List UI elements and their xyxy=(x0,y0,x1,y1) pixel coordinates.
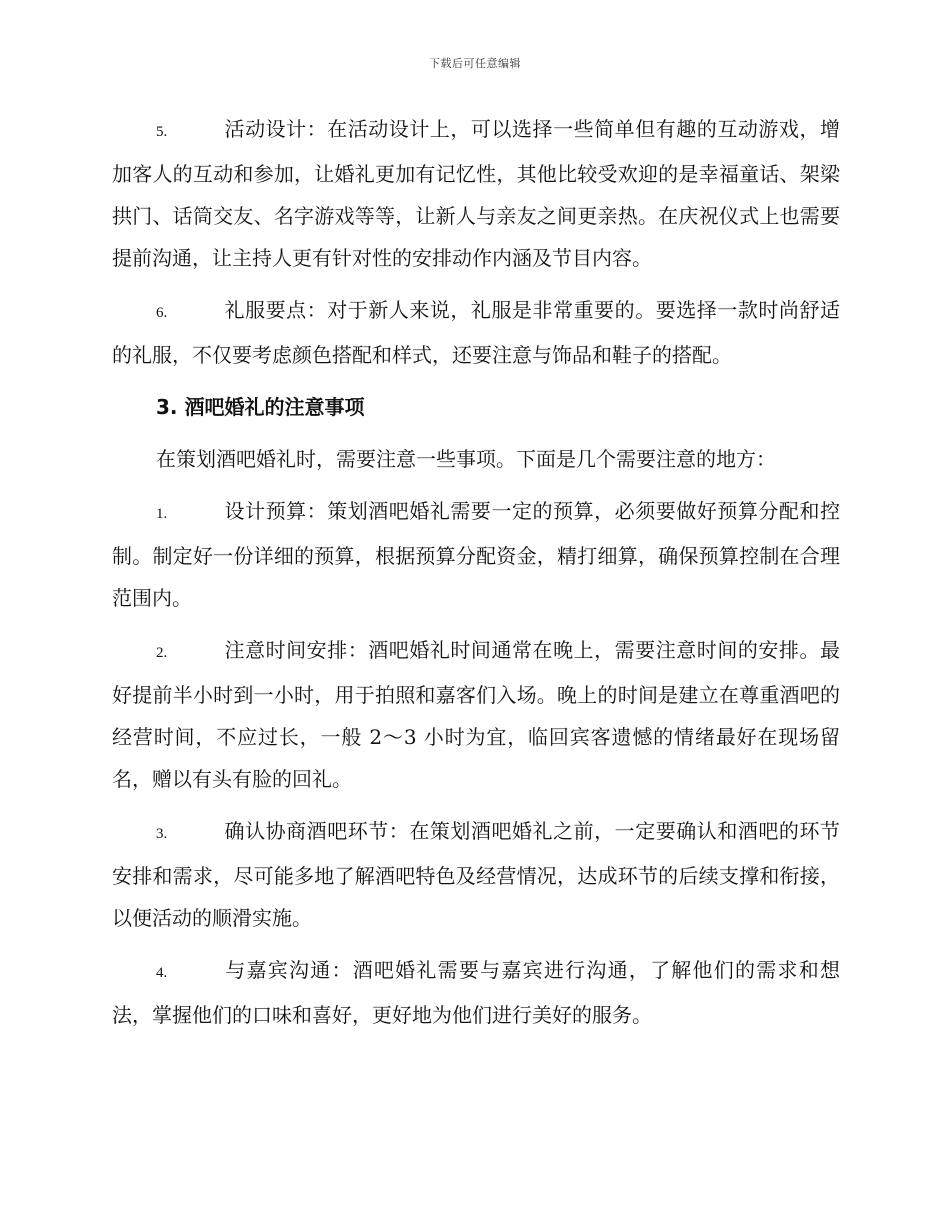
list-item-number: 6. xyxy=(156,305,168,321)
list-item-number: 2. xyxy=(156,645,168,661)
list-item-text: 确认协商酒吧环节：在策划酒吧婚礼之前，一定要确认和酒吧的环节安排和需求，尽可能多地了解酒吧特色及经营情况，达成环节的后续支撑和衔接，以便活动的顺滑实施。 xyxy=(112,819,840,930)
list-item-text: 礼服要点：对于新人来说，礼服是非常重要的。要选择一款时尚舒适的礼服，不仅要考虑颜色搭配和样式，还要注意与饰品和鞋子的搭配。 xyxy=(112,298,840,367)
list-item-text: 活动设计：在活动设计上，可以选择一些简单但有趣的互动游戏，增加客人的互动和参加，让婚礼更加有记忆性，其他比较受欢迎的是幸福童话、架梁拱门、话筒交友、名字游戏等等，让新人与亲友之间更亲热。在庆祝仪式上也需要提前沟通，让主持人更有针对性的安排动作内涵及节目内容。 xyxy=(112,117,840,270)
list-item xyxy=(112,810,840,939)
list-item xyxy=(112,289,840,376)
list-item-text: 设计预算：策划酒吧婚礼需要一定的预算，必须要做好预算分配和控制。制定好一份详细的预算，根据预算分配资金，精打细算，确保预算控制在合理范围内。 xyxy=(112,499,840,610)
list-item xyxy=(112,490,840,619)
document-body xyxy=(112,108,840,1046)
list-item xyxy=(112,949,840,1036)
list-item-text: 注意时间安排：酒吧婚礼时间通常在晚上，需要注意时间的安排。最好提前半小时到一小时，用于拍照和嘉客们入场。晚上的时间是建立在尊重酒吧的经营时间，不应过长，一般 2～3 小时为宜，临回宾客遗憾的情绪最好在现场留名，赠以有头有脸的回礼。 xyxy=(112,638,840,791)
list-item-number: 3. xyxy=(156,826,168,842)
list-item xyxy=(112,629,840,800)
section-heading: 3. 酒吧婚礼的注意事项 xyxy=(156,395,365,419)
section-intro: 在策划酒吧婚礼时，需要注意一些事项。下面是几个需要注意的地方： xyxy=(156,447,776,471)
page-header: 下载后可任意编辑 xyxy=(429,57,521,70)
list-item-number: 5. xyxy=(156,124,168,140)
list-item xyxy=(112,108,840,279)
list-item-number: 1. xyxy=(156,506,168,522)
list-item-number: 4. xyxy=(156,965,168,981)
list-item-text: 与嘉宾沟通：酒吧婚礼需要与嘉宾进行沟通，了解他们的需求和想法，掌握他们的口味和喜好，更好地为他们进行美好的服务。 xyxy=(112,958,840,1027)
